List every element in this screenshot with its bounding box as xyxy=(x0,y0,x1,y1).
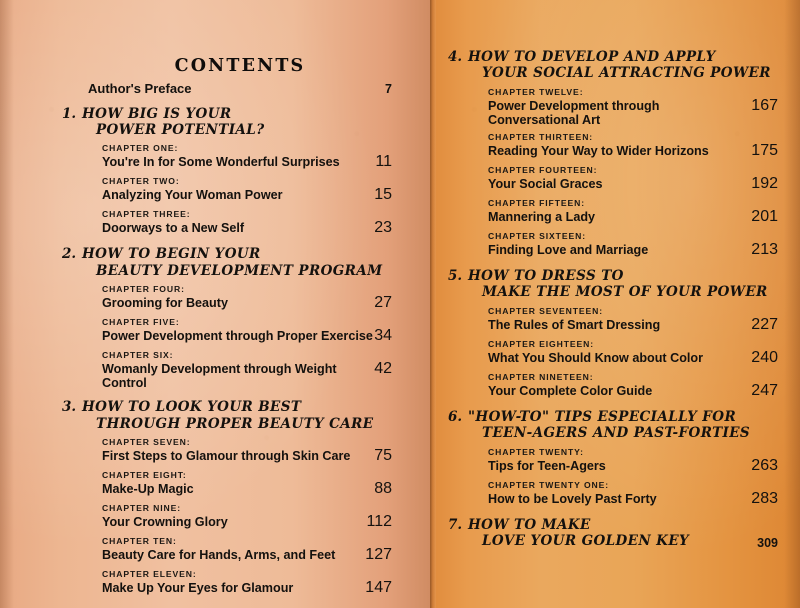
chapter-label: CHAPTER TEN: xyxy=(102,536,177,547)
part-title xyxy=(82,106,265,139)
chapter-title: First Steps to Glamour through Skin Care xyxy=(102,449,351,464)
chapter-row xyxy=(488,349,778,367)
chapter-title: The Rules of Smart Dressing xyxy=(488,317,661,332)
chapter-list xyxy=(448,306,778,400)
chapter-row xyxy=(488,382,778,400)
chapter-label: CHAPTER EIGHTEEN: xyxy=(488,338,595,349)
right-page xyxy=(430,0,800,608)
part-title xyxy=(468,268,768,301)
chapter-page-number: 263 xyxy=(751,456,778,474)
part-title-line: BEAUTY DEVELOPMENT PROGRAM xyxy=(96,262,383,279)
chapter-label: CHAPTER TWENTY: xyxy=(488,446,584,457)
chapter-page-number: 112 xyxy=(366,513,392,531)
chapter-row xyxy=(102,186,392,204)
chapter-title: Your Crowning Glory xyxy=(102,515,228,530)
chapter-page-number: 175 xyxy=(751,141,778,159)
chapter-title: Analyzing Your Woman Power xyxy=(102,188,283,203)
chapter-title: Your Complete Color Guide xyxy=(488,383,653,398)
chapter-page-number: 213 xyxy=(751,240,778,258)
part-number: 1. xyxy=(62,105,77,122)
chapter-label: CHAPTER FIVE: xyxy=(102,317,180,328)
chapter-row xyxy=(488,457,778,475)
chapter-row xyxy=(102,360,392,390)
chapter-row xyxy=(488,208,778,226)
chapter-title: Your Social Graces xyxy=(488,176,603,191)
chapter-label: CHAPTER SIX: xyxy=(102,350,174,361)
chapter-label: CHAPTER THIRTEEN: xyxy=(488,131,594,142)
chapter-title: Make-Up Magic xyxy=(102,482,194,497)
chapter-page-number: 201 xyxy=(751,207,778,225)
part-title-line: TEEN-AGERS AND PAST-FORTIES xyxy=(482,425,751,442)
chapter-label: CHAPTER SEVEN: xyxy=(102,437,191,448)
right-parts-list xyxy=(448,49,778,550)
chapter-list xyxy=(448,447,778,508)
part-title-line: HOW TO BEGIN YOUR xyxy=(82,246,261,263)
preface-row xyxy=(62,82,392,97)
chapter-label: CHAPTER NINETEEN: xyxy=(488,371,594,382)
chapter-page-number: 75 xyxy=(374,447,392,465)
part-page-number: 309 xyxy=(757,535,778,550)
chapter-page-number: 167 xyxy=(751,96,778,114)
chapter-row xyxy=(488,316,778,334)
chapter-title: Womanly Development through Weight Control xyxy=(102,362,337,391)
chapter-page-number: 283 xyxy=(751,489,778,507)
chapter-row xyxy=(102,219,392,237)
chapter-row xyxy=(102,447,392,465)
chapter-row xyxy=(488,97,778,127)
contents-heading: CONTENTS xyxy=(174,56,306,76)
chapter-title: Finding Love and Marriage xyxy=(488,242,649,257)
part-title-line: LOVE YOUR GOLDEN KEY xyxy=(482,533,690,550)
chapter-page-number: 11 xyxy=(375,153,392,171)
part-title-line: MAKE THE MOST OF YOUR POWER xyxy=(482,284,768,301)
chapter-title: Power Development through Proper Exercise xyxy=(102,329,373,344)
part-heading xyxy=(62,399,392,432)
part-number: 2. xyxy=(62,246,77,263)
chapter-title: You're In for Some Wonderful Surprises xyxy=(102,155,340,170)
chapter-page-number: 34 xyxy=(374,327,392,345)
chapter-title: Grooming for Beauty xyxy=(102,296,228,311)
part-heading xyxy=(62,246,392,279)
chapter-label: CHAPTER ELEVEN: xyxy=(102,569,197,580)
chapter-label: CHAPTER TWENTY ONE: xyxy=(488,479,610,490)
chapter-row xyxy=(102,480,392,498)
chapter-label: CHAPTER THREE: xyxy=(102,209,191,220)
chapter-row xyxy=(102,579,392,597)
chapter-label: CHAPTER NINE: xyxy=(102,503,182,514)
chapter-title: Mannering a Lady xyxy=(488,209,596,224)
part-title-line: HOW TO DEVELOP AND APPLY xyxy=(468,49,716,65)
part-title xyxy=(468,409,750,442)
chapter-page-number: 15 xyxy=(374,186,392,204)
chapter-row xyxy=(488,490,778,508)
chapter-page-number: 42 xyxy=(374,360,392,378)
part-heading xyxy=(448,268,778,301)
chapter-title: How to be Lovely Past Forty xyxy=(488,491,657,506)
part-title-line: POWER POTENTIAL? xyxy=(96,122,265,139)
chapter-list xyxy=(62,284,392,390)
part-title-line: YOUR SOCIAL ATTRACTING POWER xyxy=(482,65,771,82)
part-title xyxy=(82,246,383,279)
part-title-line: HOW BIG IS YOUR xyxy=(82,105,232,122)
chapter-label: CHAPTER EIGHT: xyxy=(102,470,187,481)
chapter-page-number: 247 xyxy=(751,381,778,399)
chapter-label: CHAPTER FOUR: xyxy=(102,284,185,295)
chapter-page-number: 127 xyxy=(365,546,392,564)
chapter-list xyxy=(448,87,778,259)
part-heading xyxy=(448,517,778,550)
chapter-page-number: 147 xyxy=(365,579,392,597)
chapter-page-number: 23 xyxy=(374,219,392,237)
chapter-label: CHAPTER TWELVE: xyxy=(488,86,584,97)
chapter-row xyxy=(102,546,392,564)
part-number: 5. xyxy=(448,267,463,284)
left-page-content xyxy=(62,56,392,597)
part-number: 6. xyxy=(448,408,463,425)
chapter-row xyxy=(102,153,392,171)
preface-page: 7 xyxy=(385,82,392,96)
chapter-row xyxy=(488,175,778,193)
chapter-label: CHAPTER TWO: xyxy=(102,176,180,187)
chapter-label: CHAPTER SIXTEEN: xyxy=(488,230,586,241)
chapter-page-number: 88 xyxy=(374,480,392,498)
left-parts-list xyxy=(62,106,392,598)
chapter-title: Reading Your Way to Wider Horizons xyxy=(488,143,709,158)
page-edge-shadow-right xyxy=(784,0,800,608)
part-title xyxy=(82,399,374,432)
part-title xyxy=(468,49,771,82)
page-edge-shadow-left xyxy=(0,0,14,608)
chapter-list xyxy=(62,437,392,597)
part-heading xyxy=(448,409,778,442)
part-number: 7. xyxy=(448,516,463,533)
chapter-title: What You Should Know about Color xyxy=(488,350,703,365)
chapter-label: CHAPTER FIFTEEN: xyxy=(488,197,585,208)
chapter-row xyxy=(488,142,778,160)
part-title-line: HOW TO MAKE xyxy=(468,516,591,533)
chapter-page-number: 227 xyxy=(751,315,778,333)
chapter-list xyxy=(62,143,392,237)
chapter-row xyxy=(102,327,392,345)
part-title xyxy=(468,517,689,550)
part-title-line: HOW TO LOOK YOUR BEST xyxy=(82,399,302,416)
chapter-row xyxy=(488,241,778,259)
chapter-page-number: 27 xyxy=(374,294,392,312)
chapter-label: CHAPTER FOURTEEN: xyxy=(488,164,598,175)
chapter-title: Tips for Teen-Agers xyxy=(488,458,606,473)
chapter-label: CHAPTER ONE: xyxy=(102,143,179,154)
chapter-title: Make Up Your Eyes for Glamour xyxy=(102,581,294,596)
part-title-line: THROUGH PROPER BEAUTY CARE xyxy=(96,415,374,432)
part-number: 3. xyxy=(62,399,77,416)
chapter-label: CHAPTER SEVENTEEN: xyxy=(488,305,604,316)
part-heading xyxy=(448,49,778,82)
chapter-page-number: 240 xyxy=(751,348,778,366)
part-number: 4. xyxy=(448,49,463,65)
chapter-title: Beauty Care for Hands, Arms, and Feet xyxy=(102,548,336,563)
part-heading xyxy=(62,106,392,139)
right-page-content xyxy=(448,40,778,553)
chapter-row xyxy=(102,513,392,531)
chapter-page-number: 192 xyxy=(751,174,778,192)
chapter-row xyxy=(102,294,392,312)
chapter-title: Power Development through Conversational Art xyxy=(488,98,660,127)
chapter-title: Doorways to a New Self xyxy=(102,221,245,236)
book-gutter xyxy=(430,0,436,608)
preface-label: Author's Preface xyxy=(88,82,192,96)
part-title-line: HOW TO DRESS TO xyxy=(468,267,624,284)
part-title-line: "HOW-TO" TIPS ESPECIALLY FOR xyxy=(468,408,737,425)
